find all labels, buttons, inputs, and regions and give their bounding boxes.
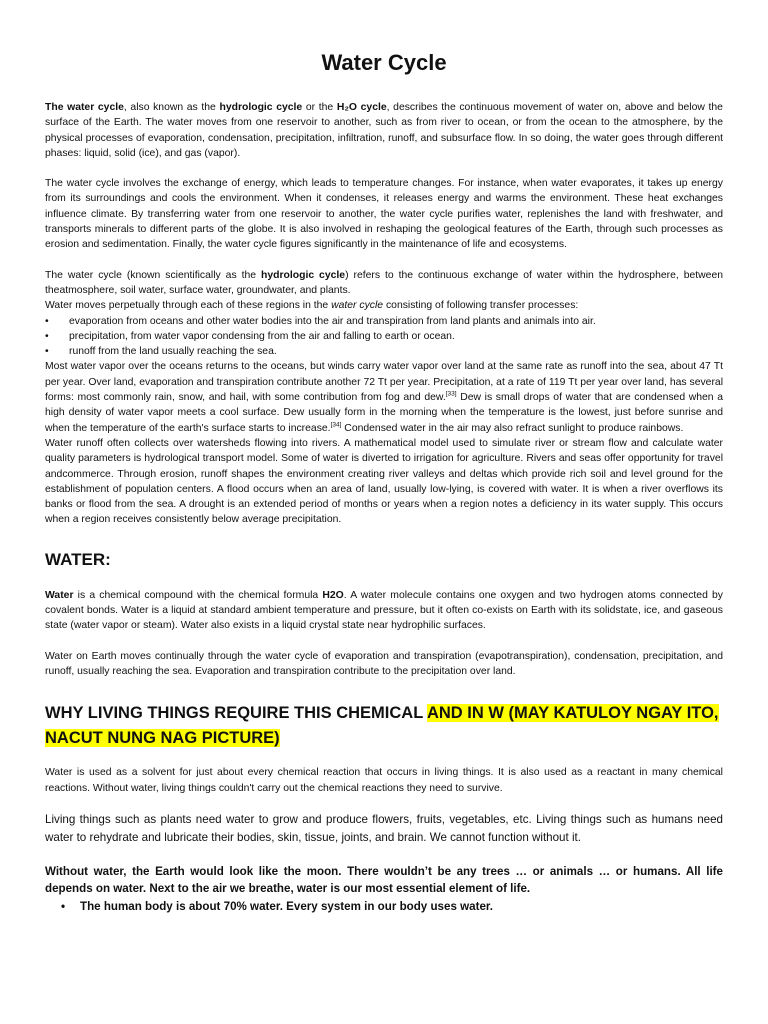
paragraph-water-earth: Water on Earth moves continually through the water cycle of evaporation and transpiration (evapotranspiration), condensation, precipitation, and runoff, usually reaching the sea. Evaporation and transpiration contribute to the precipitation over land. (45, 650, 723, 677)
paragraph-hydrosphere (45, 268, 723, 299)
paragraph-vapor (45, 359, 723, 435)
text-span: Most water vapor over the oceans returns to the oceans, but winds carry water vapor over land at the same rate as runoff into the sea, about 47 Tt per year. Over land, evaporation and transpiration contribute another 72 Tt per year. Precipitation, at a rate of 119 Tt per year over land, has several forms: most commonly rain, snow, and hail, with some contribution from fog and dew. (45, 361, 723, 404)
paragraph-solvent: Water is used as a solvent for just about every chemical reaction that occurs in living things. It is also used as a reactant in many chemical reactions. Without water, living things couldn't carry out the chemical reactions they need to survive. (45, 767, 723, 794)
body-water-list (45, 898, 723, 916)
term-water: Water (45, 589, 74, 601)
list-item: • precipitation, from water vapor condensing from the air and falling to earth or ocean. (45, 329, 723, 344)
text-span: ) refers to the continuous exchange of water within the hydrosphere, between theatmosphere, soil water, surface water, groundwater, and plants. (45, 269, 724, 296)
term-water-cycle-italic: water cycle (331, 300, 384, 312)
list-item: • The human body is about 70% water. Every system in our body uses water. (45, 898, 723, 916)
document-page (45, 40, 723, 915)
text-span: is a chemical compound with the chemical formula (73, 589, 323, 601)
text-span: , also known as the (123, 102, 220, 113)
process-list (45, 314, 723, 360)
paragraph-energy: The water cycle involves the exchange of energy, which leads to temperature changes. For instance, when water evaporates, it takes up energy from its surroundings and cools the environment. When it condenses, it releases energy and warms the environment. These heat exchanges influence climate. By transferring water from one reservoir to another, the water cycle purifies water, replenishes the land with freshwater, and transports minerals to different parts of the globe. It is also involved in reshaping the geological features of the Earth, through such processes as erosion and sedimentation. Finally, the water cycle figures significantly in the maintenance of life and ecosystems. (45, 178, 723, 251)
paragraph-intro (45, 100, 723, 161)
highlighted-text: AND IN W (MAY KATULOY NGAY ITO, NACUT NUNG NAG PICTURE) (45, 704, 719, 748)
paragraph-transfer-processes (45, 298, 723, 313)
list-item: • evaporation from oceans and other water bodies into the air and transpiration from land plants and animals into air. (45, 314, 723, 329)
text-span: . A water molecule contains one oxygen and two hydrogen atoms connected by covalent bonds. Water is a liquid at standard ambient temperature and pressure, but it often co-exists on Earth with its solidstate, ice, and gaseous state (water vapor or steam). Water also exists in a liquid crystal state near hydrophilic surfaces. (45, 589, 723, 632)
text-span: or the (302, 102, 337, 113)
citation-link[interactable]: [33] (445, 390, 457, 398)
term-hydrologic-cycle-2: hydrologic cycle (261, 269, 346, 281)
text-span: Condensed water in the air may also refract sunlight to produce rainbows. (341, 422, 684, 434)
section-heading-why (45, 701, 723, 751)
citation-link[interactable]: [34] (330, 421, 342, 429)
paragraph-without-water: Without water, the Earth would look like the moon. There wouldn’t be any trees … or animals … or humans. All life depends on water. Next to the air we breathe, water is our most essential element of life. (45, 864, 723, 896)
text-span: Water moves perpetually through each of these regions in the (45, 300, 332, 312)
paragraph-water-definition (45, 588, 723, 634)
section-heading-water: WATER: (45, 549, 111, 569)
paragraph-living-things: Living things such as plants need water to grow and produce flowers, fruits, vegetables, etc. Living things such as humans need water to rehydrate and lubricate their bodies, skin, tissue, joints, and brain. We cannot function without it. (45, 812, 723, 845)
term-hydrologic-cycle: hydrologic cycle (219, 102, 303, 113)
term-h2o-cycle: H₂O cycle (336, 102, 387, 113)
text-span: The water cycle (known scientifically as the (45, 269, 261, 281)
paragraph-runoff: Water runoff often collects over watersheds flowing into rivers. A mathematical model used to simulate river or stream flow and calculate water quality parameters is hydrological transport model. Some of water is diverted to irrigation for agriculture. Rivers and seas offer opportunity for travel andcommerce. Through erosion, runoff shapes the environment creating river valleys and deltas which provide rich soil and level ground for the establishment of population centers. A flood occurs when an area of land, usually low-lying, is covered with water. It is when a river overflows its banks or flood from the sea. A drought is an extended period of months or years when a region notes a deficiency in its water supply. This occurs when a region receives consistently below average precipitation. (45, 437, 723, 526)
term-h2o: H2O (322, 589, 344, 601)
text-span: Dew is small drops of water that are condensed when a high density of water vapor meets a cool surface. Dew usually form in the morning when the temperature is the lowest, just before sunrise and when the temperature of the earth's surface starts to increase. (45, 392, 723, 434)
term-water-cycle: The water cycle (45, 102, 124, 113)
page-title: Water Cycle (321, 50, 447, 75)
text-span: , describes the continuous movement of water on, above and below the surface of the Earth. The water moves from one reservoir to another, such as from river to ocean, or from the ocean to the atmosphere, by the physical processes of evaporation, condensation, precipitation, infiltration, runoff, and subsurface flow. In so doing, the water goes through different phases: liquid, solid (ice), and gas (vapor). (45, 102, 723, 159)
heading-text: WHY LIVING THINGS REQUIRE THIS CHEMICAL (45, 704, 427, 723)
text-span: consisting of following transfer processes: (383, 300, 579, 312)
list-item: • runoff from the land usually reaching the sea. (45, 344, 723, 359)
